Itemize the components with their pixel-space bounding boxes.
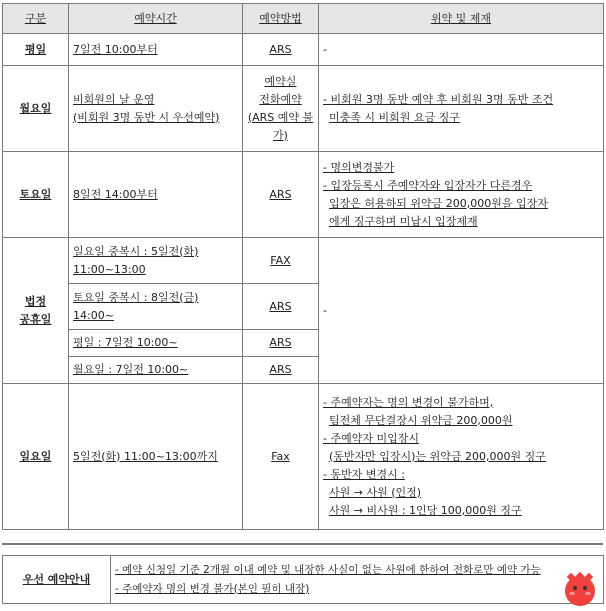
category-sunday: 일요일 xyxy=(3,384,69,530)
time-saturday: 8일전 14:00부터 xyxy=(69,152,243,238)
penalty-monday: - 비회원 3명 동반 예약 후 비회원 3명 동반 조건 미충족 시 비회원 요금 징구 xyxy=(319,66,604,152)
mascot-cheek xyxy=(569,592,575,595)
priority-info-table xyxy=(2,555,604,604)
header-category: 구분 xyxy=(3,4,69,34)
table-row-sunday xyxy=(3,384,604,530)
time-holiday-sunday-overlap: 일요일 중복시 : 5일전(화) 11:00~13:00 xyxy=(69,238,243,284)
method-monday: 예약실 전화예약 (ARS 예약 불 가) xyxy=(243,66,319,152)
header-method: 예약방법 xyxy=(243,4,319,34)
category-saturday: 토요일 xyxy=(3,152,69,238)
priority-row xyxy=(3,556,604,604)
reservation-table xyxy=(2,3,604,530)
category-monday: 월요일 xyxy=(3,66,69,152)
method-weekday: ARS xyxy=(243,34,319,66)
table-row-saturday xyxy=(3,152,604,238)
method-holiday-monday: ARS xyxy=(243,357,319,384)
method-holiday-weekday: ARS xyxy=(243,330,319,357)
time-holiday-monday: 월요일 : 7일전 10:00~ xyxy=(69,357,243,384)
penalty-holiday: - xyxy=(319,238,604,384)
table-header-row xyxy=(3,4,604,34)
category-weekday: 평일 xyxy=(3,34,69,66)
table-row-holiday-1 xyxy=(3,238,604,284)
mascot-icon xyxy=(565,576,595,606)
time-holiday-saturday-overlap: 토요일 중복시 : 8일전(금) 14:00~ xyxy=(69,284,243,330)
penalty-weekday: - xyxy=(319,34,604,66)
table-row-weekday xyxy=(3,34,604,66)
priority-content: - 예약 신청일 기준 2개월 이내 예약 및 내장한 사실이 없는 사원에 한하여 전화로만 예약 가능 - 주예약자 명의 변경 불가(본인 필히 내장) xyxy=(111,556,604,604)
priority-label: 우선 예약안내 xyxy=(3,556,111,604)
time-weekday: 7일전 10:00부터 xyxy=(69,34,243,66)
method-holiday-saturday-overlap: ARS xyxy=(243,284,319,330)
header-time: 예약시간 xyxy=(69,4,243,34)
time-sunday: 5일전(화) 11:00~13:00까지 xyxy=(69,384,243,530)
table-row-monday xyxy=(3,66,604,152)
time-holiday-weekday: 평일 : 7일전 10:00~ xyxy=(69,330,243,357)
method-sunday: Fax xyxy=(243,384,319,530)
mascot-cheek xyxy=(585,592,591,595)
penalty-saturday: - 명의변경불가 - 입장등록시 주예약자와 입장자가 다른경우 입장은 허용하되 위약금 200,000원을 입장자 에게 징구하며 미납시 입장제재 xyxy=(319,152,604,238)
method-holiday-sunday-overlap: FAX xyxy=(243,238,319,284)
header-penalty: 위약 및 제재 xyxy=(319,4,604,34)
category-holiday: 법정 공휴일 xyxy=(3,238,69,384)
method-saturday: ARS xyxy=(243,152,319,238)
section-divider xyxy=(2,543,603,545)
penalty-sunday: - 주예약자는 명의 변경이 불가하며, 팀전체 무단결장시 위약금 200,000원 - 주예약자 미입장시 (동반자만 입장시)는 위약금 200,000원 징구 - 동반자 변경시 : 사원 → 사원 (인정) 사원 → 비사원 : 1인당 100,000원 징구 xyxy=(319,384,604,530)
mascot-eye xyxy=(583,586,587,590)
mascot-eye xyxy=(573,586,577,590)
time-monday: 비회원의 날 운영 (비회원 3명 동반 시 우선예약) xyxy=(69,66,243,152)
